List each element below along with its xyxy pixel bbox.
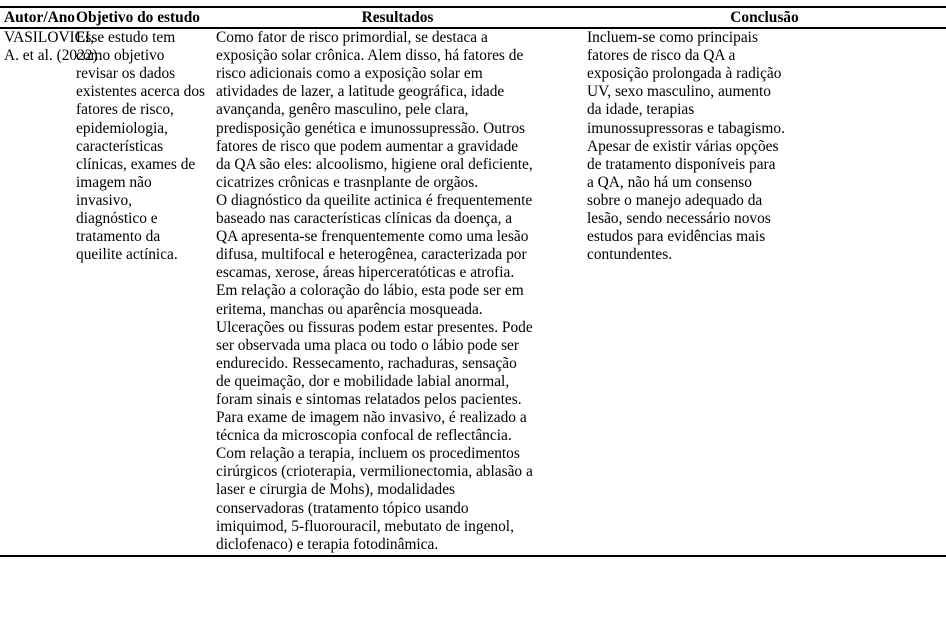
cell-resultados-line: risco adicionais como a exposição solar em: [216, 65, 483, 83]
cell-resultados-line: Com relação a terapia, incluem os procedimentos: [216, 445, 520, 463]
cell-objetivo-line: imagem não: [76, 173, 152, 191]
cell-conclusao-line: estudos para evidências mais: [587, 228, 766, 246]
cell-conclusao-line: UV, sexo masculino, aumento: [587, 83, 771, 101]
cell-conclusao-line: de tratamento disponíveis para: [587, 155, 776, 173]
cell-resultados-line: escamas, xerose, áreas hiperceratóticas e atrofia.: [216, 264, 515, 282]
cell-resultados-line: fatores de risco que podem aumentar a gravidade: [216, 137, 519, 155]
cell-objetivo-line: fatores de risco,: [76, 101, 174, 119]
cell-resultados-line: cirúrgicos (crioterapia, vermilionectomia, ablasão a: [216, 463, 533, 481]
cell-conclusao-line: sobre o manejo adequado da: [587, 191, 763, 209]
cell-objetivo-line: Esse estudo tem: [76, 29, 176, 47]
cell-conclusao-line: da idade, terapias: [587, 101, 695, 119]
table-header: [0, 7, 946, 28]
cell-objetivo-line: epidemiologia,: [76, 119, 168, 137]
cell-conclusao-line: exposição prolongada à radição: [587, 65, 782, 83]
literature-review-table: [0, 6, 946, 557]
cell-resultados-line: predisposição genética e imunossupressão. Outros: [216, 119, 526, 137]
cell-conclusao-line: fatores de risco da QA a: [587, 47, 736, 65]
cell-objetivo-line: queilite actínica.: [76, 246, 178, 264]
cell-objetivo: [72, 28, 212, 556]
cell-resultados-line: ser observada uma placa ou todo o lábio pode ser: [216, 336, 520, 354]
cell-conclusao-line: imunossupressoras e tabagismo.: [587, 119, 785, 137]
cell-resultados-line: O diagnóstico da queilite actinica é frequentemente: [216, 191, 533, 209]
cell-resultados-line: Para exame de imagem não invasivo, é realizado a: [216, 409, 527, 427]
cell-resultados-line: baseado nas características clínicas da doença, a: [216, 210, 513, 228]
cell-resultados-line: avançanda, genêro masculino, pele clara,: [216, 101, 469, 119]
cell-resultados-line: da QA são eles: alcoolismo, higiene oral deficiente,: [216, 155, 533, 173]
cell-conclusao: [583, 28, 946, 556]
cell-resultados-line: endurecido. Ressecamento, rachaduras, sensação: [216, 354, 517, 372]
cell-resultados-line: Em relação a coloração do lábio, esta pode ser em: [216, 282, 524, 300]
cell-resultados-line: diclofenaco) e terapia fotodinâmica.: [216, 535, 439, 553]
cell-resultados-line: de queimação, dor e mobilidade labial anormal,: [216, 372, 510, 390]
cell-autor: [0, 28, 98, 556]
cell-objetivo-line: tratamento da: [76, 228, 161, 246]
header-resultados: Resultados: [361, 9, 434, 26]
cell-resultados-line: exposição solar crônica. Alem disso, há fatores de: [216, 47, 524, 65]
cell-resultados-line: técnica da microscopia confocal de reflectância.: [216, 427, 512, 445]
cell-resultados-line: atividades de lazer, a latitude geográfica, idade: [216, 83, 505, 101]
cell-autor-line: A. et al. (2022): [4, 47, 98, 65]
cell-resultados-line: cicatrizes crônicas e trasnplante de orgãos.: [216, 173, 479, 191]
cell-conclusao-line: Apesar de existir várias opções: [587, 137, 779, 155]
header-autor: Autor/Ano: [4, 9, 75, 26]
cell-conclusao-line: contundentes.: [587, 246, 673, 264]
header-conclusao: Conclusão: [730, 9, 799, 26]
table-row: [0, 28, 946, 556]
header-objetivo: Objetivo do estudo: [76, 9, 200, 26]
cell-resultados-line: Como fator de risco primordial, se destaca a: [216, 29, 488, 47]
table-body: [0, 28, 946, 556]
cell-objetivo-line: clínicas, exames de: [76, 155, 196, 173]
cell-resultados-line: Ulcerações ou fissuras podem estar presentes. Pode: [216, 318, 533, 336]
cell-objetivo-line: características: [76, 137, 164, 155]
cell-autor-line: VASILOVICI,: [4, 29, 94, 47]
cell-objetivo-line: existentes acerca dos: [76, 83, 206, 101]
cell-resultados-line: laser e cirurgia de Mohs), modalidades: [216, 481, 456, 499]
cell-resultados: [212, 28, 583, 556]
cell-resultados-line: QA apresenta-se frenquentemente como uma lesão: [216, 228, 529, 246]
cell-objetivo-line: diagnóstico e: [76, 210, 158, 228]
cell-resultados-line: difusa, multifocal e heterogênea, caracterizada por: [216, 246, 527, 264]
cell-resultados-line: eritema, manchas ou aparência mosqueada.: [216, 300, 483, 318]
cell-resultados-line: foram sinais e sintomas relatados pelos pacientes.: [216, 390, 522, 408]
cell-conclusao-line: a QA, não há um consenso: [587, 173, 752, 191]
cell-objetivo-line: revisar os dados: [76, 65, 176, 83]
cell-objetivo-line: invasivo,: [76, 191, 133, 209]
cell-conclusao-line: lesão, sendo necessário novos: [587, 210, 771, 228]
cell-objetivo-line: como objetivo: [76, 47, 165, 65]
cell-resultados-line: imiquimod, 5-fluorouracil, mebutato de ingenol,: [216, 517, 514, 535]
cell-resultados-line: conservadoras (tratamento tópico usando: [216, 499, 469, 517]
header-row: [0, 7, 946, 28]
cell-conclusao-line: Incluem-se como principais: [587, 29, 758, 47]
